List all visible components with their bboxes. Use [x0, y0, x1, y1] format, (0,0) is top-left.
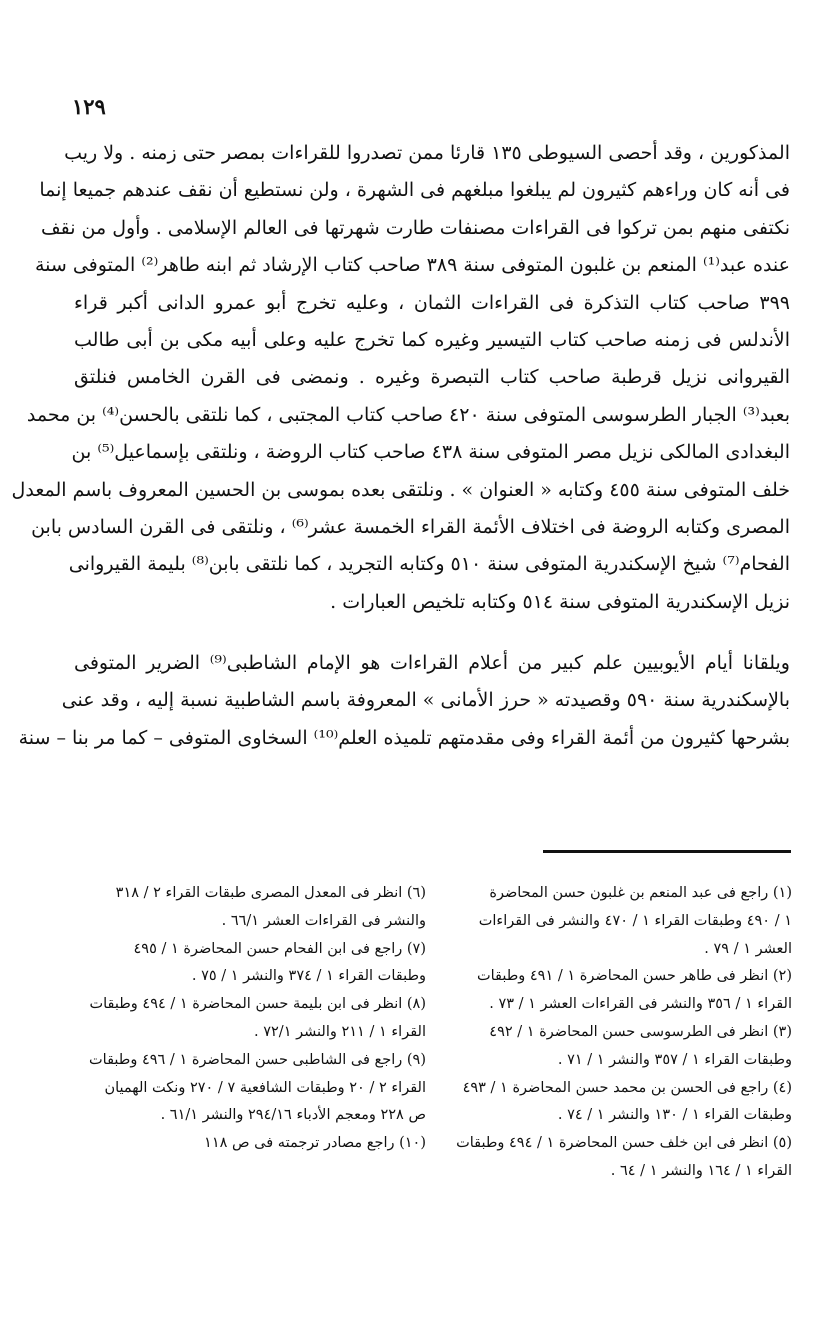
text-line: القيروانى نزيل قرطبة صاحب كتاب التبصرة وغيره . ونمضى فى القرن الخامس فنلتق	[74, 366, 790, 389]
footnote-line: العشر ١ / ٧٩ .	[704, 940, 792, 957]
footnote-line: (٦) انظر فى المعدل المصرى طبقات القراء ٢ / ٣١٨	[115, 885, 426, 901]
footnote-line: وطبقات القراء ١ / ٣٧٤ والنشر ١ / ٧٥ .	[191, 968, 426, 985]
footnotes-left-column	[74, 880, 426, 1158]
footnote-line: (٨) انظر فى ابن بليمة حسن المحاضرة ١ / ٤٩٤ وطبقات	[89, 996, 426, 1013]
footnote-line: القراء ١ / ١٦٤ والنشر ١ / ٦٤ .	[610, 1162, 792, 1179]
main-text	[11, 135, 790, 757]
text-line: فى أنه كان وراءهم كثيرون لم يبلغوا مبلغهم فى الشهرة ، ولن نستطيع أن نقف عندهم جميعا إنما	[39, 179, 790, 202]
footnote-line: القراء ٢ / ٢٠ وطبقات الشافعية ٧ / ٢٧٠ ونكت الهميان	[104, 1079, 426, 1096]
text-line: بعبد⁽³⁾ الجبار الطرسوسى المتوفى سنة ٤٢٠ صاحب كتاب المجتبى ، كما نلتقى بالحسن⁽⁴⁾ بن محمد	[26, 403, 790, 426]
footnote-line: (٤) راجع فى الحسن بن محمد حسن المحاضرة ١ / ٤٩٣	[462, 1079, 792, 1096]
text-line: نزيل الإسكندرية المتوفى سنة ٥١٤ وكتابه تلخيص العبارات .	[330, 590, 790, 613]
text-line: البغدادى المالكى نزيل مصر المتوفى سنة ٤٣٨ صاحب كتاب الروضة ، ونلتقى بإسماعيل⁽⁵⁾ بن	[71, 441, 790, 464]
paragraph-1	[11, 135, 790, 621]
text-line: بالإسكندرية سنة ٥٩٠ وقصيدته « حرز الأمانى » المعروفة باسم الشاطبية نسبة إليه ، وقد عنى	[61, 689, 790, 712]
footnote-line: القراء ١ / ٣٥٦ والنشر فى القراءات العشر ١ / ٧٣ .	[489, 996, 792, 1013]
text-line: الأندلس فى زمنه صاحب كتاب التيسير وغيره كما تخرج عليه وعلى أبيه مكى بن أبى طالب	[74, 328, 790, 351]
text-line: خلف المتوفى سنة ٤٥٥ وكتابه « العنوان » . ونلتقى بعده بموسى بن الحسين المعروف باسم المعدل	[11, 478, 790, 501]
footnote-line: (١٠) راجع مصادر ترجمته فى ص ١١٨	[204, 1135, 426, 1152]
footnote-line: (١) راجع فى عبد المنعم بن غلبون حسن المحاضرة	[489, 885, 792, 901]
text-line: ٣٩٩ صاحب كتاب التذكرة فى القراءات الثمان ، وعليه تخرج أبو عمرو الدانى أكبر قراء	[74, 291, 790, 314]
footnote-divider	[543, 850, 791, 853]
text-line: الفحام⁽⁷⁾ شيخ الإسكندرية المتوفى سنة ٥١٠ وكتابه التجريد ، كما نلتقى بابن⁽⁸⁾ بليمة القيروانى	[68, 553, 790, 576]
footnote-line: وطبقات القراء ١ / ٣٥٧ والنشر ١ / ٧١ .	[557, 1051, 792, 1068]
text-line: نكتفى منهم بمن تركوا فى القراءات مصنفات طارت شهرتها فى العالم الإسلامى . وأول من نقف	[40, 216, 790, 239]
text-line: المذكورين ، وقد أحصى السيوطى ١٣٥ قارئا ممن تصدروا للقراءات بمصر حتى زمنه . ولا ريب	[64, 142, 790, 164]
footnote-line: ص ٢٢٨ ومعجم الأدباء ٢٩٤/١٦ والنشر ٦١/١ .	[160, 1107, 426, 1124]
paragraph-gap	[74, 621, 790, 645]
footnote-line: وطبقات القراء ١ / ١٣٠ والنشر ١ / ٧٤ .	[557, 1107, 792, 1124]
footnote-line: القراء ١ / ٢١١ والنشر ٧٢/١ .	[254, 1023, 426, 1040]
footnote-line: (٥) انظر فى ابن خلف حسن المحاضرة ١ / ٤٩٤ وطبقات	[456, 1135, 792, 1152]
paragraph-2	[18, 645, 790, 757]
footnotes-right-column	[458, 880, 792, 1186]
footnote-line: (٣) انظر فى الطرسوسى حسن المحاضرة ١ / ٤٩٢	[489, 1023, 792, 1040]
text-line: عنده عبد⁽¹⁾ المنعم بن غلبون المتوفى سنة ٣٨٩ صاحب كتاب الإرشاد ثم ابنه طاهر⁽²⁾ المتوفى سنة	[34, 254, 790, 277]
text-line: ويلقانا أيام الأيوبيين علم كبير من أعلام القراءات هو الإمام الشاطبى⁽⁹⁾ الضرير المتوفى	[74, 652, 790, 675]
text-line: بشرحها كثيرون من أئمة القراء وفى مقدمتهم تلميذه العلم⁽¹⁰⁾ السخاوى المتوفى – كما مر بنا – سنة	[18, 726, 790, 749]
text-line: المصرى وكتابه الروضة فى اختلاف الأئمة القراء الخمسة عشر⁽⁶⁾ ، ونلتقى فى القرن السادس بابن	[31, 515, 790, 538]
footnote-line: ١ / ٤٩٠ وطبقات القراء ١ / ٤٧٠ والنشر فى القراءات	[478, 912, 792, 929]
footnote-line: (٢) انظر فى طاهر حسن المحاضرة ١ / ٤٩١ وطبقات	[476, 968, 792, 985]
page-number: ١٢٩	[72, 94, 106, 119]
footnote-line: والنشر فى القراءات العشر ٦٦/١ .	[221, 912, 426, 929]
footnote-line: (٧) راجع فى ابن الفحام حسن المحاضرة ١ / ٤٩٥	[133, 940, 426, 957]
footnote-line: (٩) راجع فى الشاطبى حسن المحاضرة ١ / ٤٩٦ وطبقات	[89, 1051, 426, 1068]
